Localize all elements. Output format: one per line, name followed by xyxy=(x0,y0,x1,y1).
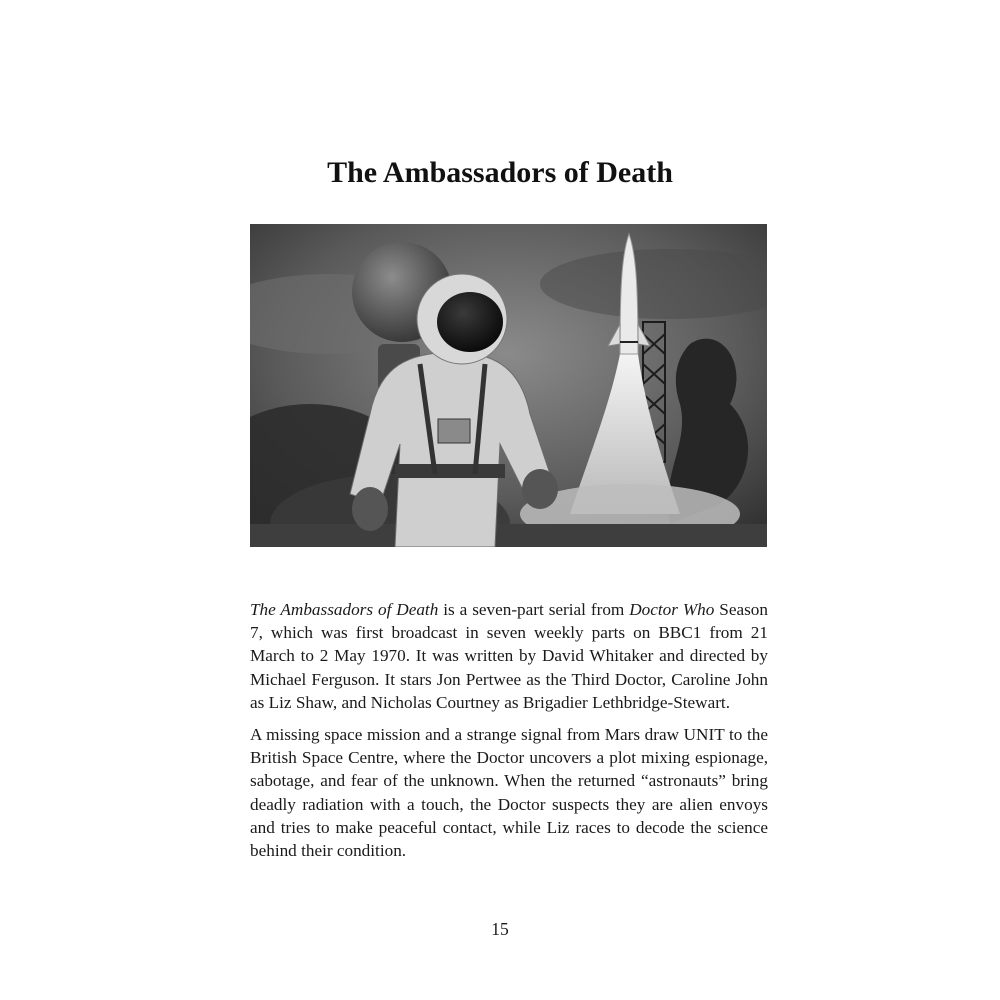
serial-title-italic: The Ambassadors of Death xyxy=(250,600,439,619)
page-number: 15 xyxy=(491,919,509,939)
illustration-image xyxy=(250,224,767,547)
page-title: The Ambassadors of Death xyxy=(327,156,673,190)
paragraph-synopsis xyxy=(250,723,768,862)
text-segment: is a seven-part serial from xyxy=(438,600,630,619)
astronaut-illustration xyxy=(250,224,767,547)
paragraph-intro xyxy=(250,598,768,714)
show-title-italic: Doctor Who xyxy=(629,600,715,619)
body-text xyxy=(250,598,768,871)
text-segment: Season 7, which was first broadcast in seven weekly parts on BBC1 from 21 March to 2 May 1970. It was written by David Whitaker and directed by Michael Ferguson. It stars Jon Pertwee as the Third Doctor, Caroline John as Liz Shaw, and Nicholas Courtney as Brigadier Lethbridge-Stewart. xyxy=(250,600,768,712)
text-segment: A missing space mission and a strange signal from Mars draw UNIT to the British Space Centre, where the Doctor uncovers a plot mixing espionage, sabotage, and fear of the unknown. When the returned “astronauts” bring deadly radiation with a touch, the Doctor suspects they are alien envoys and tries to make peaceful contact, while Liz races to decode the science behind their condition. xyxy=(250,725,768,861)
